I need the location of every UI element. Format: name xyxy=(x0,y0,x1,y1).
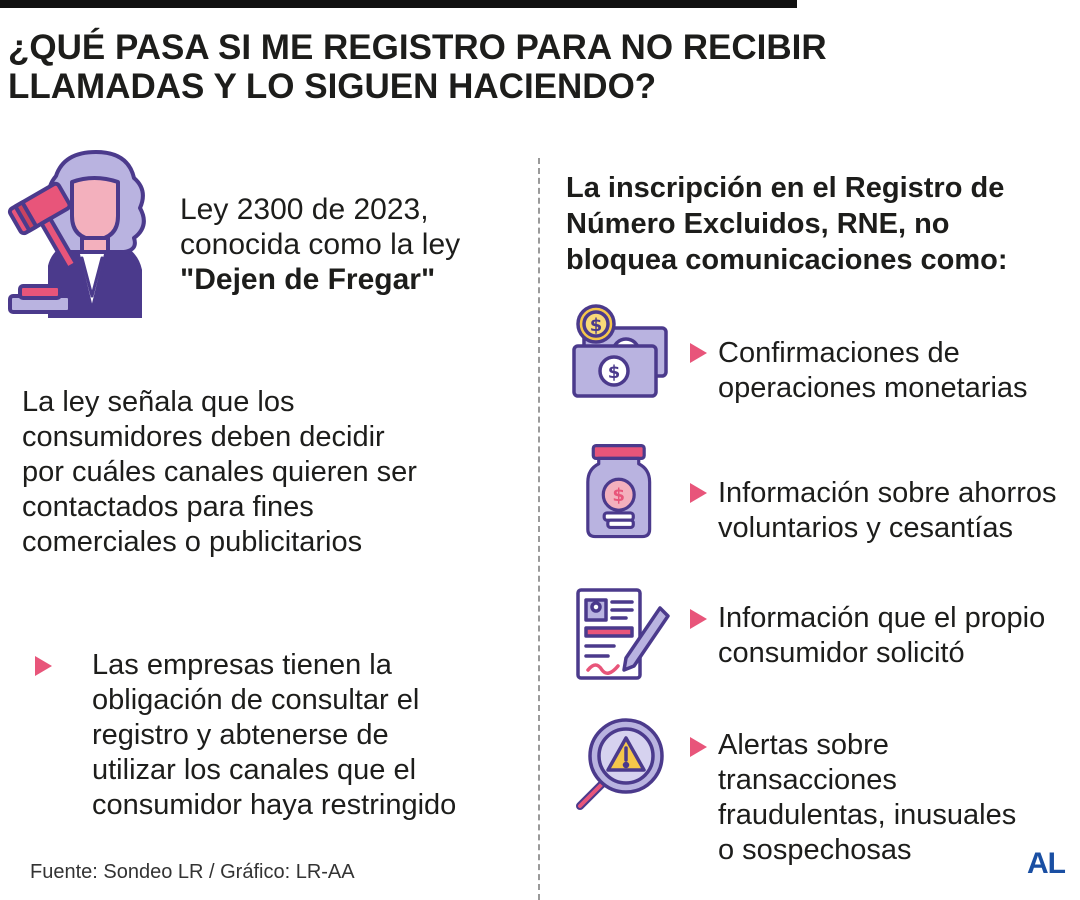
rne-item-savings xyxy=(718,476,1080,546)
brand-logo: AL xyxy=(1024,844,1068,884)
column-divider xyxy=(538,158,540,900)
item-line: consumidor solicitó xyxy=(718,637,965,669)
rne-item-monetary xyxy=(718,336,1080,406)
rne-item-requested-info xyxy=(718,601,1080,671)
bullet-line: consumidor haya restringido xyxy=(92,789,457,821)
bullet-line: obligación de consultar el xyxy=(92,684,420,716)
top-bar xyxy=(0,0,797,8)
savings-jar-icon xyxy=(576,442,676,542)
bullet-triangle-icon xyxy=(690,609,707,629)
bullet-triangle-icon xyxy=(35,656,52,676)
rne-intro-line: bloquea comunicaciones como: xyxy=(566,244,1008,276)
magnifier-warning-icon xyxy=(568,716,668,816)
signed-document-icon xyxy=(574,586,674,686)
bullet-line: utilizar los canales que el xyxy=(92,754,417,786)
title-line: ¿QUÉ PASA SI ME REGISTRO PARA NO RECIBIR xyxy=(8,28,827,67)
money-bills-coin-icon xyxy=(570,302,670,402)
paragraph-line: consumidores deben decidir xyxy=(22,421,385,453)
judge-with-gavel-icon xyxy=(6,146,170,318)
item-line: Alertas sobre xyxy=(718,729,889,761)
item-line: Información que el propio xyxy=(718,602,1046,634)
item-line: transacciones xyxy=(718,764,897,796)
law-description xyxy=(180,192,530,297)
law-name: "Dejen de Fregar" xyxy=(180,263,436,296)
bullet-triangle-icon xyxy=(690,737,707,757)
svg-text:$: $ xyxy=(607,362,621,383)
law-paragraph xyxy=(22,385,522,560)
rne-intro-line: La inscripción en el Registro de xyxy=(566,172,1005,204)
paragraph-line: contactados para fines xyxy=(22,491,314,523)
title-line: LLAMADAS Y LO SIGUEN HACIENDO? xyxy=(8,67,657,106)
svg-text:$: $ xyxy=(612,485,626,507)
paragraph-line: por cuáles canales quieren ser xyxy=(22,456,417,488)
law-line: conocida como la ley xyxy=(180,228,461,261)
source-credit: Fuente: Sondeo LR / Gráfico: LR-AA xyxy=(30,861,355,883)
rne-intro-line: Número Excluidos, RNE, no xyxy=(566,208,950,240)
item-line: Confirmaciones de xyxy=(718,337,960,369)
item-line: Información sobre ahorros xyxy=(718,477,1057,509)
paragraph-line: comerciales o publicitarios xyxy=(22,526,363,558)
item-line: operaciones monetarias xyxy=(718,372,1028,404)
bullet-triangle-icon xyxy=(690,483,707,503)
item-line: fraudulentas, inusuales xyxy=(718,799,1017,831)
law-line: Ley 2300 de 2023, xyxy=(180,193,429,226)
bullet-triangle-icon xyxy=(690,343,707,363)
rne-intro xyxy=(566,170,1066,278)
bullet-line: registro y abtenerse de xyxy=(92,719,389,751)
paragraph-line: La ley señala que los xyxy=(22,386,295,418)
item-line: voluntarios y cesantías xyxy=(718,512,1013,544)
item-line: o sospechosas xyxy=(718,834,912,866)
companies-obligation-text xyxy=(92,648,532,823)
page-title xyxy=(8,28,1048,106)
bullet-line: Las empresas tienen la xyxy=(92,649,392,681)
svg-text:$: $ xyxy=(589,315,603,336)
